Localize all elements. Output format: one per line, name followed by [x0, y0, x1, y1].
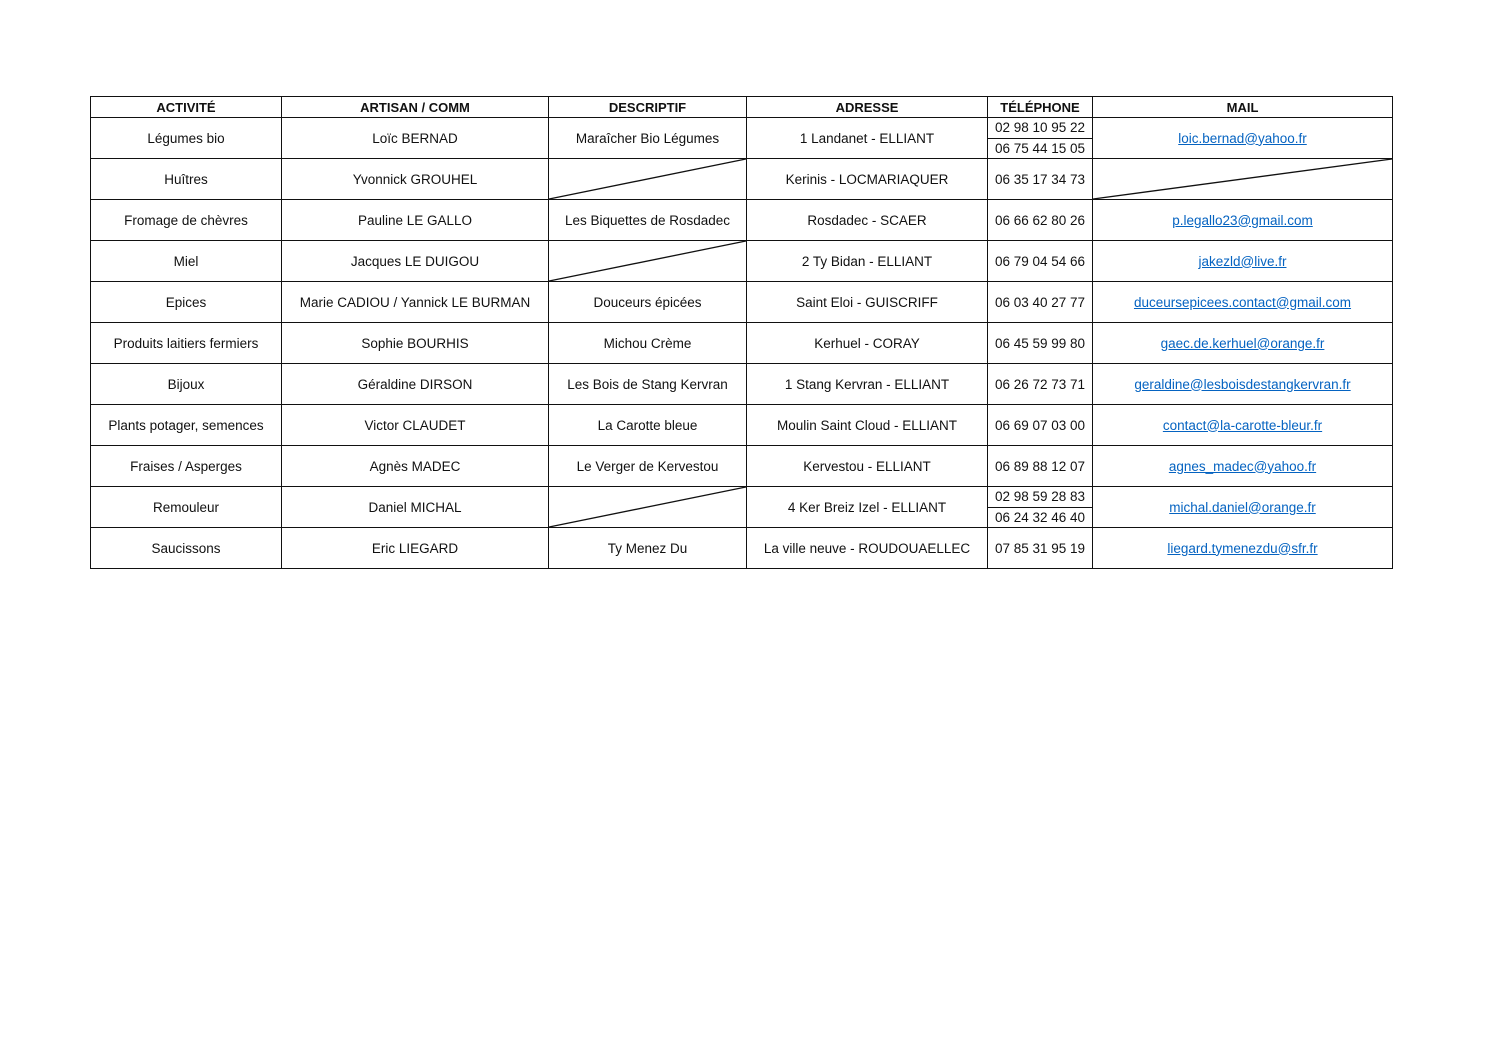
mail-link[interactable]: duceursepicees.contact@gmail.com — [1133, 294, 1352, 310]
telephone-cell: 06 24 32 46 40 — [988, 507, 1093, 528]
table-row — [91, 323, 1393, 364]
descriptif-cell: Douceurs épicées — [549, 282, 747, 323]
empty-cell-diagonal — [549, 159, 746, 199]
activite-cell: Produits laitiers fermiers — [91, 323, 282, 364]
table-row — [91, 200, 1393, 241]
descriptif-cell-empty — [549, 241, 747, 282]
descriptif-cell: La Carotte bleue — [549, 405, 747, 446]
header-descriptif: DESCRIPTIF — [549, 97, 747, 118]
adresse-cell: 4 Ker Breiz Izel - ELLIANT — [747, 487, 988, 528]
table-row — [91, 364, 1393, 405]
activite-cell: Remouleur — [91, 487, 282, 528]
adresse-cell: Saint Eloi - GUISCRIFF — [747, 282, 988, 323]
table-row — [91, 282, 1393, 323]
mail-cell-empty — [1093, 159, 1393, 200]
artisan-cell: Géraldine DIRSON — [282, 364, 549, 405]
mail-link[interactable]: p.legallo23@gmail.com — [1172, 212, 1313, 228]
empty-cell-diagonal — [549, 487, 746, 527]
mail-cell — [1093, 446, 1393, 487]
adresse-cell: Rosdadec - SCAER — [747, 200, 988, 241]
table-body — [91, 118, 1393, 569]
activite-cell: Légumes bio — [91, 118, 282, 159]
contacts-table — [90, 96, 1393, 569]
artisan-cell: Eric LIEGARD — [282, 528, 549, 569]
mail-cell — [1093, 323, 1393, 364]
mail-link[interactable]: geraldine@lesboisdestangkervran.fr — [1134, 376, 1351, 392]
mail-link[interactable]: liegard.tymenezdu@sfr.fr — [1167, 540, 1318, 556]
descriptif-cell: Les Biquettes de Rosdadec — [549, 200, 747, 241]
telephone-cell: 02 98 10 95 22 — [988, 118, 1093, 139]
descriptif-cell: Le Verger de Kervestou — [549, 446, 747, 487]
telephone-cell: 06 79 04 54 66 — [988, 241, 1093, 282]
activite-cell: Plants potager, semences — [91, 405, 282, 446]
telephone-cell: 06 75 44 15 05 — [988, 138, 1093, 159]
telephone-cell: 06 26 72 73 71 — [988, 364, 1093, 405]
activite-cell: Saucissons — [91, 528, 282, 569]
artisan-cell: Sophie BOURHIS — [282, 323, 549, 364]
header-mail: MAIL — [1093, 97, 1393, 118]
table-row — [91, 405, 1393, 446]
mail-cell — [1093, 118, 1393, 159]
mail-cell — [1093, 405, 1393, 446]
descriptif-cell-empty — [549, 487, 747, 528]
artisan-cell: Jacques LE DUIGOU — [282, 241, 549, 282]
mail-link[interactable]: gaec.de.kerhuel@orange.fr — [1160, 335, 1325, 351]
mail-link[interactable]: jakezld@live.fr — [1198, 253, 1287, 269]
activite-cell: Miel — [91, 241, 282, 282]
header-adresse: ADRESSE — [747, 97, 988, 118]
mail-cell — [1093, 364, 1393, 405]
telephone-cell: 06 69 07 03 00 — [988, 405, 1093, 446]
adresse-cell: La ville neuve - ROUDOUAELLEC — [747, 528, 988, 569]
telephone-cell: 06 89 88 12 07 — [988, 446, 1093, 487]
artisan-cell: Victor CLAUDET — [282, 405, 549, 446]
descriptif-cell-empty — [549, 159, 747, 200]
activite-cell: Bijoux — [91, 364, 282, 405]
adresse-cell: Moulin Saint Cloud - ELLIANT — [747, 405, 988, 446]
adresse-cell: Kerinis - LOCMARIAQUER — [747, 159, 988, 200]
activite-cell: Epices — [91, 282, 282, 323]
adresse-cell: 1 Stang Kervran - ELLIANT — [747, 364, 988, 405]
descriptif-cell: Les Bois de Stang Kervran — [549, 364, 747, 405]
descriptif-cell: Ty Menez Du — [549, 528, 747, 569]
adresse-cell: Kervestou - ELLIANT — [747, 446, 988, 487]
activite-cell: Huîtres — [91, 159, 282, 200]
table-row — [91, 241, 1393, 282]
telephone-cell: 06 66 62 80 26 — [988, 200, 1093, 241]
descriptif-cell: Michou Crème — [549, 323, 747, 364]
adresse-cell: 1 Landanet - ELLIANT — [747, 118, 988, 159]
mail-cell — [1093, 528, 1393, 569]
telephone-cell: 07 85 31 95 19 — [988, 528, 1093, 569]
mail-cell — [1093, 282, 1393, 323]
mail-link[interactable]: loic.bernad@yahoo.fr — [1178, 130, 1307, 146]
header-activite: ACTIVITÉ — [91, 97, 282, 118]
header-telephone: TÉLÉPHONE — [988, 97, 1093, 118]
telephone-cell: 06 35 17 34 73 — [988, 159, 1093, 200]
table-row — [91, 118, 1393, 139]
empty-cell-diagonal — [1093, 159, 1392, 199]
telephone-cell: 02 98 59 28 83 — [988, 487, 1093, 508]
artisan-cell: Marie CADIOU / Yannick LE BURMAN — [282, 282, 549, 323]
header-artisan: ARTISAN / COMM — [282, 97, 549, 118]
mail-cell — [1093, 487, 1393, 528]
table-row — [91, 487, 1393, 508]
mail-link[interactable]: contact@la-carotte-bleur.fr — [1162, 417, 1323, 433]
artisan-cell: Loïc BERNAD — [282, 118, 549, 159]
descriptif-cell: Maraîcher Bio Légumes — [549, 118, 747, 159]
adresse-cell: 2 Ty Bidan - ELLIANT — [747, 241, 988, 282]
artisan-cell: Pauline LE GALLO — [282, 200, 549, 241]
activite-cell: Fraises / Asperges — [91, 446, 282, 487]
telephone-cell: 06 45 59 99 80 — [988, 323, 1093, 364]
table-row — [91, 528, 1393, 569]
artisan-cell: Yvonnick GROUHEL — [282, 159, 549, 200]
header-row — [91, 97, 1393, 118]
table-row — [91, 159, 1393, 200]
mail-cell — [1093, 241, 1393, 282]
activite-cell: Fromage de chèvres — [91, 200, 282, 241]
empty-cell-diagonal — [549, 241, 746, 281]
artisan-cell: Daniel MICHAL — [282, 487, 549, 528]
mail-cell — [1093, 200, 1393, 241]
adresse-cell: Kerhuel - CORAY — [747, 323, 988, 364]
artisan-cell: Agnès MADEC — [282, 446, 549, 487]
mail-link[interactable]: michal.daniel@orange.fr — [1169, 499, 1316, 515]
mail-link[interactable]: agnes_madec@yahoo.fr — [1168, 458, 1317, 474]
table-row — [91, 446, 1393, 487]
telephone-cell: 06 03 40 27 77 — [988, 282, 1093, 323]
